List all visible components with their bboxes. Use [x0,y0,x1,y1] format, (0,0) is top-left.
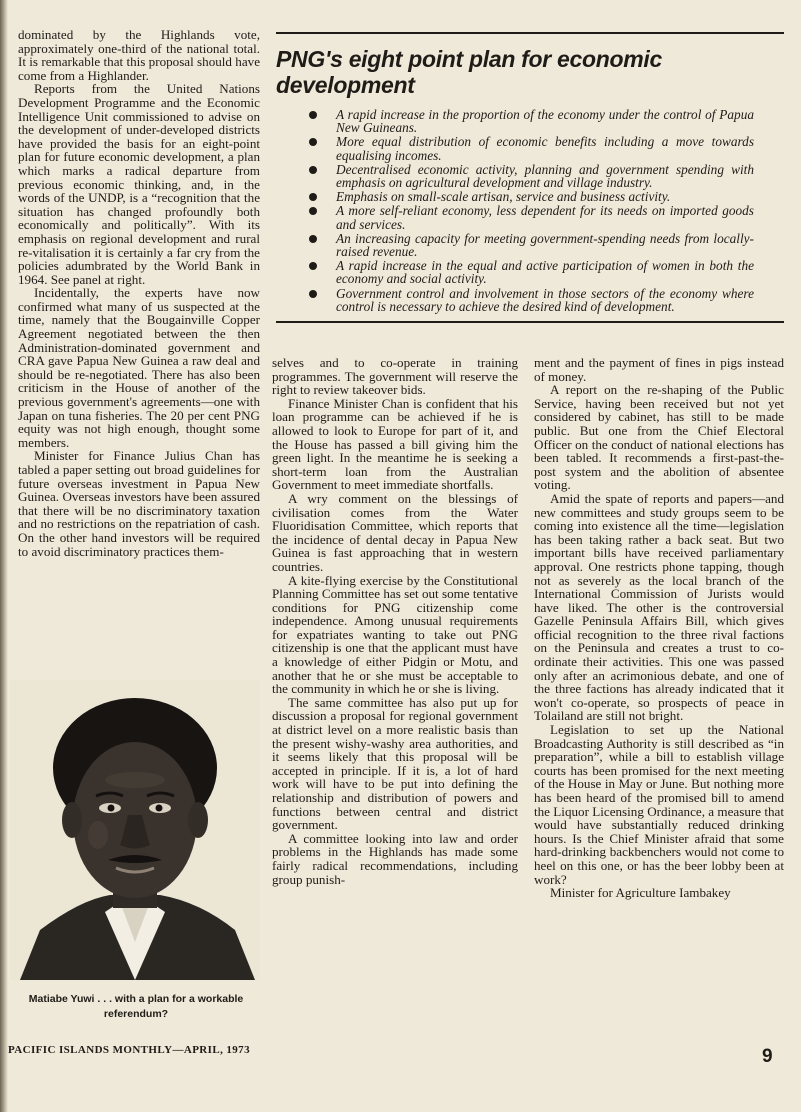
plan-point: A more self-reliant economy, less dependent for its needs on imported goods and services. [276,204,784,230]
paragraph: Reports from the United Nations Development Programme and the Economic Intelligence Unit commissioned to advise on the development of under-developed districts have provided the basis for an eight-point plan for future economic development, a plan which marks a radical departure from previous economic thinking, and, in the words of the UNDP, is a “recognition that the situation has changed profoundly both economically and politically”. With its emphasis on regional development and rural re-vitalisation it is certainly a far cry from the policies adumbrated by the World Bank in 1964. See panel at right. [18,81,260,287]
portrait-photo [10,680,260,980]
bullet-icon [309,207,317,215]
bullet-icon [309,193,317,201]
paragraph: selves and to co-operate in training programmes. The government will reserve the right to review takeover bids. [272,355,518,398]
page-spine-shadow [0,0,8,1112]
paragraph: A report on the re-shaping of the Public Service, having been received but not yet considered by cabinet, has still to be made public. But one from the Chief Electoral Officer on the conduct of national elections has been tabled. It recommends a first-past-the-post system and the abolition of absentee voting. [534,382,784,493]
eight-point-plan-panel [276,32,784,323]
paragraph: Minister for Agriculture Iambakey [550,885,731,901]
paragraph: The same committee has also put up for discussion a proposal for regional government at district level on a more realistic basis than the present wishy-washy area authorities, and it seems likely that this proposal will be accepted in principle. If it is, a lot of hard work will have to be put into defining the relationship and distribution of powers and functions between central and district government. [272,694,518,833]
bullet-icon [309,138,317,146]
plan-point: An increasing capacity for meeting government-spending needs from locally-raised revenue. [276,232,784,258]
bullet-icon [309,235,317,243]
panel-title: PNG's eight point plan for economic development [276,46,662,98]
plan-point: A rapid increase in the equal and active participation of women in both the economy and social activity. [276,259,784,285]
paragraph: A kite-flying exercise by the Constitutional Planning Committee has set out some tentative conditions for PNG citizenship come independence. Among unusual requirements for expatriates wanting to take out PNG citizenship is one that the applicant must have a knowledge of either Pidgin or Motu, and another that he or she must be acceptable to the community in which he or she is living. [272,572,518,697]
plan-point: A rapid increase in the proportion of the economy under the control of Papua New Guineans. [276,108,784,134]
bullet-icon [309,262,317,270]
paragraph: ment and the payment of fines in pigs instead of money. [534,355,784,384]
plan-point: Emphasis on small-scale artisan, service and business activity. [276,190,784,203]
article-column-3 [534,356,784,900]
photo-caption: Matiabe Yuwi . . . with a plan for a workable referendum? [28,993,244,1020]
paragraph: Incidentally, the experts have now confirmed what many of us suspected at the time, namely that the Bougainville Copper Agreement negotiated between the then Administration-dominated government and CRA gave Papua New Guinea a raw deal and should be re-negotiated. There has also been criticism in the House of another of the previous government's agreements—one with Japan on tuna fisheries. The 20 per cent PNG equity was not high enough, thought some members. [18,285,260,450]
portrait-illustration [10,680,260,980]
page-number: 9 [762,1046,773,1067]
paragraph: Legislation to set up the National Broadcasting Authority is still described as “in preparation”, while a bill to establish village courts has been promised for the next meeting of the House in May or June. But nothing more has been heard of the promised bill to amend the Liquor Licensing Ordinance, a measure that would have substantially reduced drinking hours. Is the Chief Minister afraid that some hard-drinking backbenchers would not come to heel on this one, or has the beer lobby been at work? [534,722,784,887]
paragraph: A wry comment on the blessings of civilisation comes from the Water Fluoridisation Committee, which reports that the incidence of dental decay in Papua New Guinea is fast approaching that in western countries. [272,490,518,574]
article-column-1 [18,28,260,558]
paragraph: Amid the spate of reports and papers—and new committees and study groups seem to be coming into existence all the time—legislation has been taking rather a back seat. But two important bills have received parliamentary approval. One restricts phone tapping, though not as severely as the local branch of the International Commission of Jurists would have liked. The other is the controversial Gazelle Peninsula Affairs Bill, which gives official recognition to the three rival factions on the Peninsula and creates a trust to co-ordinate their activities. This one was passed only after an acrimonious debate, and one of the three factions has already indicated that it won't co-operate, so prospects of peace in Tolailand are still not bright. [534,490,784,724]
plan-point: More equal distribution of economic benefits including a move towards equalising incomes. [276,135,784,161]
paragraph: Minister for Finance Julius Chan has tabled a paper setting out broad guidelines for future overseas investment in Papua New Guinea. Overseas investors have been assured that there will be no discriminatory taxation and no restrictions on the repatriation of cash. On the other hand investors will be required to avoid discriminatory practices them- [18,448,260,559]
bullet-icon [309,290,317,298]
panel-top-rule [276,32,784,34]
panel-bottom-rule [276,321,784,323]
publication-footer: PACIFIC ISLANDS MONTHLY—APRIL, 1973 [8,1044,250,1056]
bullet-icon [309,111,317,119]
paragraph: A committee looking into law and order problems in the Highlands has made some fairly radical recommendations, including group punish- [272,830,518,887]
paragraph: dominated by the Highlands vote, approximately one-third of the national total. It is remarkable that this proposal should have come from a Highlander. [18,27,260,83]
plan-point: Decentralised economic activity, planning and government spending with emphasis on agricultural development and village industry. [276,163,784,189]
plan-point-list [276,108,784,313]
plan-point: Government control and involvement in those sectors of the economy where control is necessary to achieve the desired kind of development. [276,287,784,313]
bullet-icon [309,166,317,174]
article-column-2 [272,356,518,886]
paragraph: Finance Minister Chan is confident that his loan programme can be achieved if he is allowed to look to Europe for part of it, and the House has passed a bill giving him the green light. In the meantime he is seeking a short-term loan from the Australian Government to meet immediate shortfalls. [272,395,518,493]
